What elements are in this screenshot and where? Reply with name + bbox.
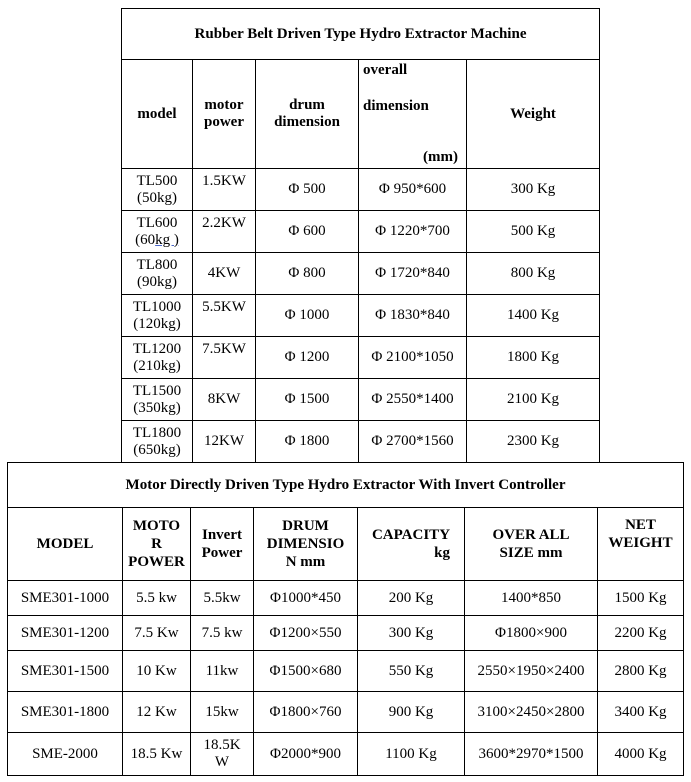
motor-power-cell: 7.5 Kw — [123, 616, 191, 651]
weight-cell: 2100 Kg — [467, 379, 600, 421]
table1-title: Rubber Belt Driven Type Hydro Extractor Machine — [122, 9, 600, 60]
overall-cell: Φ 2700*1560 — [359, 421, 467, 463]
table-row — [122, 379, 600, 421]
invert-power-cell: 5.5kw — [191, 581, 254, 616]
drum-cell: Φ1200×550 — [254, 616, 358, 651]
drum-cell: Φ 1000 — [256, 295, 359, 337]
net-weight-cell: 2800 Kg — [598, 651, 684, 692]
header-net-weight: NET WEIGHT — [598, 508, 684, 581]
table-row — [122, 337, 600, 379]
overall-cell: Φ 1720*840 — [359, 253, 467, 295]
overall-cell: Φ 1220*700 — [359, 211, 467, 253]
overall-size-cell: Φ1800×900 — [465, 616, 598, 651]
header-overall-size: OVER ALL SIZE mm — [465, 508, 598, 581]
drum-cell: Φ 600 — [256, 211, 359, 253]
table-row — [8, 581, 684, 616]
weight-cell: 300 Kg — [467, 169, 600, 211]
header-capacity: CAPACITY kg — [358, 508, 465, 581]
weight-cell: 2300 Kg — [467, 421, 600, 463]
model-cell: TL600 (60kg ) — [122, 211, 193, 253]
header-motor-power: motor power — [193, 60, 256, 169]
capacity-cell: 200 Kg — [358, 581, 465, 616]
model-cell: TL1200 (210kg) — [122, 337, 193, 379]
drum-cell: Φ 500 — [256, 169, 359, 211]
overall-cell: Φ 1830*840 — [359, 295, 467, 337]
invert-power-cell: 7.5 kw — [191, 616, 254, 651]
model-cell: SME301-1800 — [8, 692, 123, 733]
drum-cell: Φ1000*450 — [254, 581, 358, 616]
table2-title: Motor Directly Driven Type Hydro Extractor With Invert Controller — [8, 463, 684, 508]
header-motor-power: MOTO R POWER — [123, 508, 191, 581]
net-weight-cell: 3400 Kg — [598, 692, 684, 733]
header-model: MODEL — [8, 508, 123, 581]
weight-cell: 800 Kg — [467, 253, 600, 295]
weight-cell: 1800 Kg — [467, 337, 600, 379]
net-weight-cell: 4000 Kg — [598, 733, 684, 776]
net-weight-cell: 1500 Kg — [598, 581, 684, 616]
overall-size-cell: 1400*850 — [465, 581, 598, 616]
table-row — [122, 169, 600, 211]
overall-size-cell: 3600*2970*1500 — [465, 733, 598, 776]
motor-power-cell: 12 Kw — [123, 692, 191, 733]
power-cell: 2.2KW — [193, 211, 256, 253]
model-cell: TL1800 (650kg) — [122, 421, 193, 463]
drum-cell: Φ 1800 — [256, 421, 359, 463]
capacity-cell: 300 Kg — [358, 616, 465, 651]
model-cell: SME301-1500 — [8, 651, 123, 692]
capacity-cell: 1100 Kg — [358, 733, 465, 776]
capacity-cell: 550 Kg — [358, 651, 465, 692]
overall-cell: Φ 2550*1400 — [359, 379, 467, 421]
power-cell: 8KW — [193, 379, 256, 421]
motor-power-cell: 18.5 Kw — [123, 733, 191, 776]
model-cell: TL1000 (120kg) — [122, 295, 193, 337]
belt-driven-spec-table — [121, 8, 600, 463]
motor-power-cell: 5.5 kw — [123, 581, 191, 616]
table-row — [8, 651, 684, 692]
header-drum-dimension: drum dimension — [256, 60, 359, 169]
model-cell: TL500 (50kg) — [122, 169, 193, 211]
invert-power-cell: 11kw — [191, 651, 254, 692]
model-cell: TL1500 (350kg) — [122, 379, 193, 421]
weight-cell: 1400 Kg — [467, 295, 600, 337]
overall-size-cell: 3100×2450×2800 — [465, 692, 598, 733]
power-cell: 4KW — [193, 253, 256, 295]
table-row — [8, 692, 684, 733]
overall-size-cell: 2550×1950×2400 — [465, 651, 598, 692]
power-cell: 1.5KW — [193, 169, 256, 211]
power-cell: 5.5KW — [193, 295, 256, 337]
table-row — [122, 211, 600, 253]
capacity-cell: 900 Kg — [358, 692, 465, 733]
header-overall-dimension: overall dimension (mm) — [359, 60, 467, 169]
header-drum-dimension: DRUM DIMENSIO N mm — [254, 508, 358, 581]
table-row — [122, 253, 600, 295]
table-row — [122, 421, 600, 463]
net-weight-cell: 2200 Kg — [598, 616, 684, 651]
drum-cell: Φ 1500 — [256, 379, 359, 421]
drum-cell: Φ 1200 — [256, 337, 359, 379]
model-cell: SME301-1000 — [8, 581, 123, 616]
invert-power-cell: 15kw — [191, 692, 254, 733]
header-invert-power: Invert Power — [191, 508, 254, 581]
invert-power-cell: 18.5K W — [191, 733, 254, 776]
table-row — [122, 295, 600, 337]
drum-cell: Φ 800 — [256, 253, 359, 295]
table-row — [8, 616, 684, 651]
overall-cell: Φ 2100*1050 — [359, 337, 467, 379]
model-cell: TL800 (90kg) — [122, 253, 193, 295]
power-cell: 12KW — [193, 421, 256, 463]
drum-cell: Φ1800×760 — [254, 692, 358, 733]
motor-power-cell: 10 Kw — [123, 651, 191, 692]
power-cell: 7.5KW — [193, 337, 256, 379]
weight-cell: 500 Kg — [467, 211, 600, 253]
model-cell: SME-2000 — [8, 733, 123, 776]
drum-cell: Φ2000*900 — [254, 733, 358, 776]
table-row — [8, 733, 684, 776]
drum-cell: Φ1500×680 — [254, 651, 358, 692]
model-cell: SME301-1200 — [8, 616, 123, 651]
header-model: model — [122, 60, 193, 169]
header-weight: Weight — [467, 60, 600, 169]
overall-cell: Φ 950*600 — [359, 169, 467, 211]
direct-driven-spec-table — [7, 462, 684, 776]
